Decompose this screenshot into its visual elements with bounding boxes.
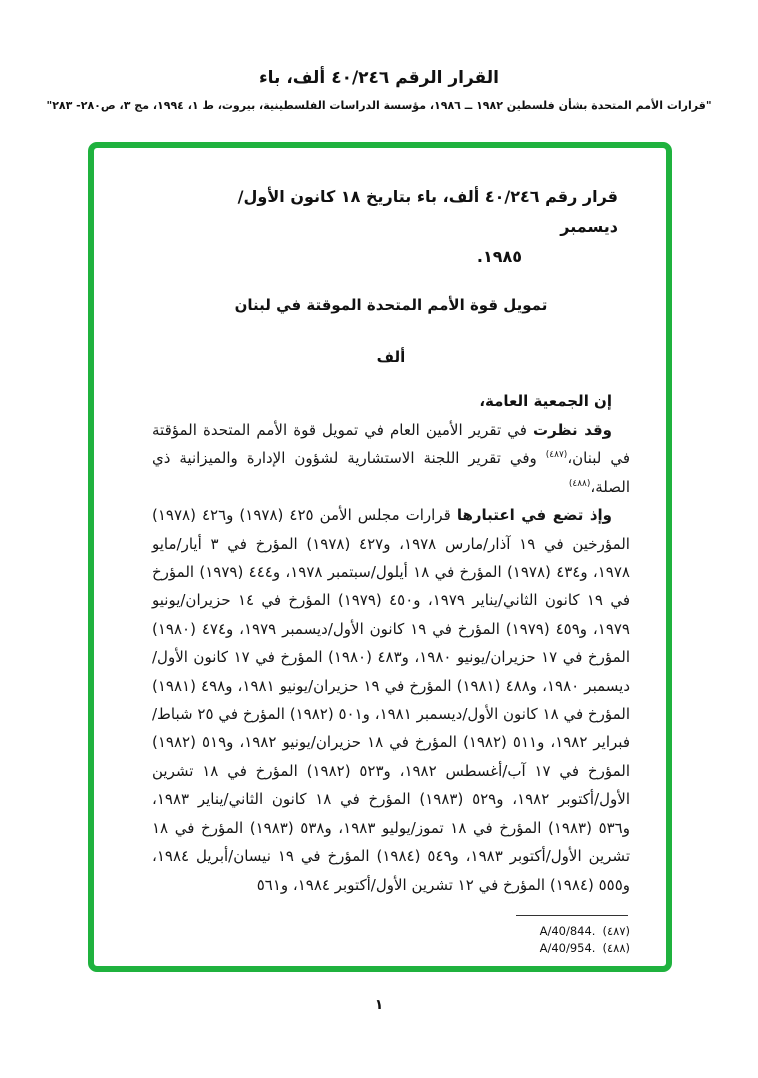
footnote-487-text: A/40/844. — [539, 923, 596, 938]
resolution-heading-line1: قرار رقم ٤٠/٢٤٦ ألف، باء بتاريخ ١٨ كانون الأول/ديسمبر — [237, 187, 618, 236]
footnote-488-text: A/40/954. — [539, 940, 596, 955]
paragraph-considered-text2: وفي تقرير اللجنة الاستشارية لشؤون الإدارة والميزانية ذي الصلة، — [152, 449, 630, 496]
paragraph-considered — [152, 416, 630, 501]
source-citation: "قرارات الأمم المتحدة بشأن فلسطين ١٩٨٢ ــ ١٩٨٦، مؤسسة الدراسات الفلسطينية، بيروت، ط ١، ١٩٩٤، مج ٣، ص٢٨٠- ٢٨٣" — [46, 99, 712, 112]
paragraph-bearing-text: قرارات مجلس الأمن ٤٢٥ (١٩٧٨) و٤٢٦ (١٩٧٨) المؤرخين في ١٩ آذار/مارس ١٩٧٨، و٤٢٧ (١٩٧٨) المؤرخ في ٣ أيار/مايو ١٩٧٨، و٤٣٤ (١٩٧٨) المؤرخ في ١٨ أيلول/سبتمبر ١٩٧٨، و٤٤٤ (١٩٧٩) المؤرخ في ١٩ كانون الثاني/يناير ١٩٧٩، و٤٥٠ (١٩٧٩) المؤرخ في ١٤ حزيران/يونيو ١٩٧٩، و٤٥٩ (١٩٧٩) المؤرخ في ١٩ كانون الأول/ديسمبر ١٩٧٩، و٤٧٤ (١٩٨٠) المؤرخ في ١٧ حزيران/يونيو ١٩٨٠، و٤٨٣ (١٩٨٠) المؤرخ في ١٧ كانون الأول/ديسمبر ١٩٨٠، و٤٨٨ (١٩٨١) المؤرخ في ١٩ حزيران/يونيو ١٩٨١، و٤٩٨ (١٩٨١) المؤرخ في ١٨ كانون الأول/ديسمبر ١٩٨١، و٥٠١ (١٩٨٢) المؤرخ في ٢٥ شباط/فبراير ١٩٨٢، و٥١١ (١٩٨٢) المؤرخ في ١٨ حزيران/يونيو ١٩٨٢، و٥١٩ (١٩٨٢) المؤرخ في ١٧ آب/أغسطس ١٩٨٢، و٥٢٣ (١٩٨٢) المؤرخ في ١٨ تشرين الأول/أكتوبر ١٩٨٢، و٥٢٩ (١٩٨٣) المؤرخ في ١٨ كانون الثاني/يناير ١٩٨٣، و٥٣٦ (١٩٨٣) المؤرخ في ١٨ تموز/يوليو ١٩٨٣، و٥٣٨ (١٩٨٣) المؤرخ في ١٨ تشرين الأول/أكتوبر ١٩٨٣، و٥٤٩ (١٩٨٤) المؤرخ في ١٩ نيسان/أبريل ١٩٨٤، و٥٥٥ (١٩٨٤) المؤرخ في ١٢ تشرين الأول/أكتوبر ١٩٨٤، و٥٦١ — [152, 506, 631, 894]
footnote-488 — [152, 940, 630, 957]
footnotes-block — [152, 915, 630, 957]
preamble-line: إن الجمعية العامة، — [479, 392, 612, 410]
footnote-488-marker: (٤٨٨) — [602, 940, 630, 955]
resolution-heading-line2: ١٩٨٥. — [476, 247, 522, 266]
resolution-heading — [152, 182, 630, 272]
footnote-divider — [516, 915, 628, 916]
page-number: ١ — [374, 997, 384, 1013]
paragraph-bearing-lead: وإذ تضع في اعتبارها — [456, 506, 613, 525]
resolution-subject: تمويل قوة الأمم المتحدة الموقتة في لبنان — [234, 296, 548, 314]
document-header — [0, 68, 758, 112]
page-title: القرار الرقم ٤٠/٢٤٦ ألف، باء — [258, 68, 500, 88]
paragraph-considered-lead: وقد نظرت — [533, 421, 613, 439]
section-label: ألف — [376, 348, 406, 366]
resolution-frame — [88, 142, 672, 972]
paragraph-considered-text1: في تقرير الأمين العام في تمويل قوة الأمم المتحدة المؤقتة في لبنان، — [152, 421, 631, 468]
footnote-487 — [152, 923, 630, 940]
paragraph-bearing-in-mind — [152, 501, 630, 899]
footnote-ref-488: (٤٨٨) — [568, 478, 591, 489]
footnote-ref-487: (٤٨٧) — [545, 450, 568, 461]
footnote-487-marker: (٤٨٧) — [602, 923, 630, 938]
